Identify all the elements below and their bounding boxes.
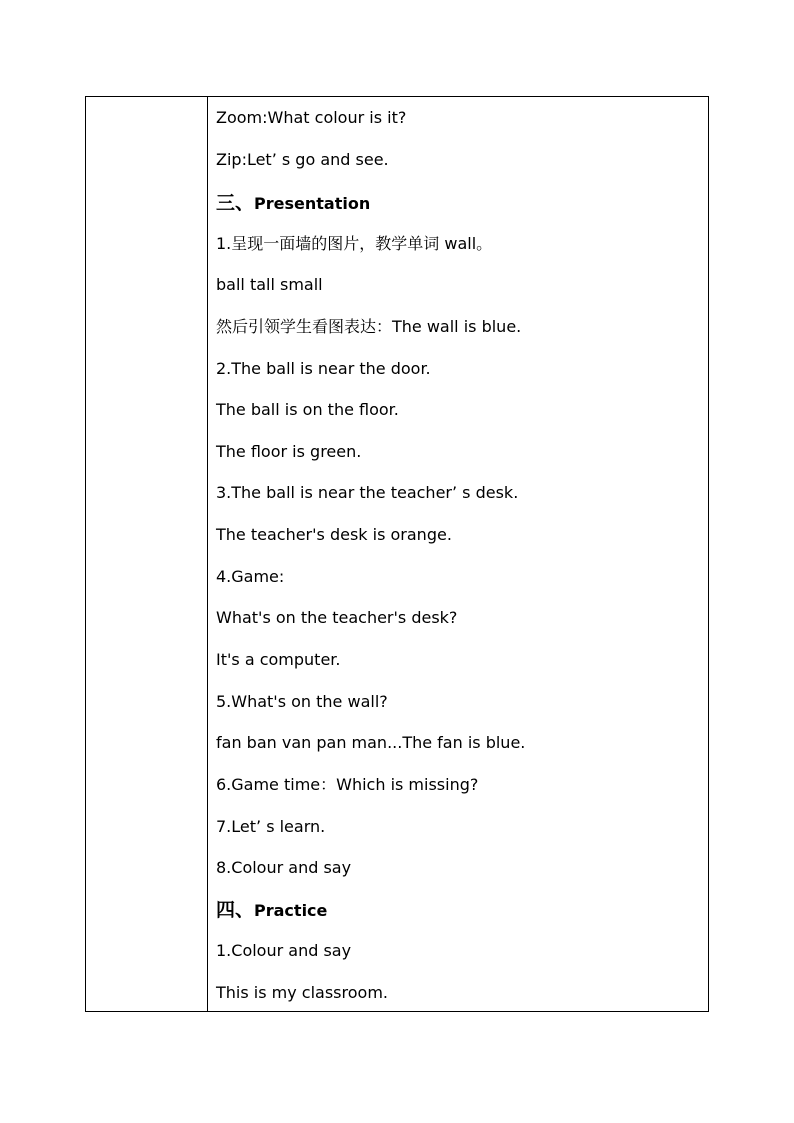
text-line: 3.The ball is near the teacher’ s desk. (216, 483, 519, 502)
text-line: ball tall small (216, 275, 323, 294)
text-line: 8.Colour and say (216, 858, 352, 877)
section-number: 四、 (216, 899, 255, 921)
section-number: 三、 (216, 192, 255, 214)
text-line: It's a computer. (216, 650, 341, 669)
text-line: fan ban van pan man...The fan is blue. (216, 733, 526, 752)
text-line: 6.Game time：Which is missing? (216, 775, 479, 794)
section-heading-practice (216, 900, 327, 921)
text-line: 4.Game: (216, 567, 285, 586)
section-title: Presentation (254, 194, 371, 213)
text-line: The floor is green. (216, 442, 362, 461)
text-line: What's on the teacher's desk? (216, 608, 458, 627)
text-line: 5.What's on the wall? (216, 692, 388, 711)
section-title: Practice (254, 901, 328, 920)
text-line: The ball is on the floor. (216, 400, 399, 419)
text-line: Zoom:What colour is it? (216, 108, 407, 127)
text-line: 2.The ball is near the door. (216, 359, 431, 378)
text-line: 7.Let’ s learn. (216, 817, 326, 836)
section-heading-presentation (216, 193, 370, 214)
table-left-cell (86, 97, 208, 1011)
text-line: Zip:Let’ s go and see. (216, 150, 389, 169)
text-line: This is my classroom. (216, 983, 388, 1002)
text-line: The teacher's desk is orange. (216, 525, 452, 544)
lesson-table (85, 96, 709, 1012)
text-line: 1.呈现一面墙的图片，教学单词 wall。 (216, 234, 493, 253)
text-line: 1.Colour and say (216, 941, 352, 960)
text-line: 然后引领学生看图表达：The wall is blue. (216, 317, 522, 336)
table-content-cell (208, 97, 708, 1011)
